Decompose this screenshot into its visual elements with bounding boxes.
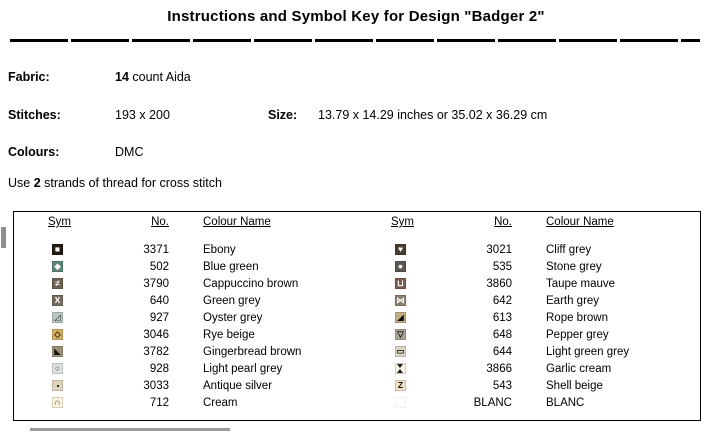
colour-name: Oyster grey — [203, 311, 263, 324]
hourglass-shape — [397, 364, 404, 373]
colour-name: Antique silver — [203, 379, 273, 392]
lower-left-triangle-icon: ◣ — [52, 346, 63, 357]
fabric-count: 14 — [115, 70, 129, 84]
thread-number: 613 — [492, 311, 512, 324]
colour-name: Shell beige — [546, 379, 603, 392]
size-value: 13.79 x 14.29 inches or 35.02 x 36.29 cm — [318, 108, 548, 122]
thread-number: 642 — [492, 294, 512, 307]
white-diamond-icon: ◆ — [52, 261, 63, 272]
thread-number: 502 — [149, 260, 169, 273]
dot-icon — [52, 380, 63, 391]
key-table-right-half — [357, 212, 700, 420]
thread-number: 927 — [149, 311, 169, 324]
key-row — [14, 292, 357, 309]
key-row — [14, 394, 357, 411]
title-divider — [10, 39, 700, 42]
colour-name: Earth grey — [546, 294, 600, 307]
colour-name: Light green grey — [546, 345, 630, 358]
colour-name: Pepper grey — [546, 328, 609, 341]
colours-line — [8, 144, 704, 160]
colour-name: BLANC — [546, 396, 585, 409]
thread-number: 3790 — [143, 277, 169, 290]
thread-number: 640 — [149, 294, 169, 307]
colour-name-header: Colour Name — [546, 216, 614, 228]
hourglass-icon — [395, 363, 406, 374]
thread-number: 543 — [492, 379, 512, 392]
stitches-line — [8, 107, 704, 123]
down-triangle-outline-icon: ▽ — [395, 329, 406, 340]
key-row — [14, 343, 357, 360]
no-header: No. — [151, 216, 169, 228]
size-label: Size: — [268, 108, 298, 122]
key-row — [14, 241, 357, 258]
colour-name: Cream — [203, 396, 238, 409]
z-icon: Z — [395, 380, 406, 391]
key-row — [14, 275, 357, 292]
white-filled-square-icon: ■ — [52, 244, 63, 255]
key-row — [14, 258, 357, 275]
colours-value: DMC — [115, 145, 144, 159]
colour-name: Rope brown — [546, 311, 609, 324]
left-edge-scroll-artifact — [1, 227, 6, 248]
bowtie-icon: ⋈ — [396, 295, 405, 306]
strands-instruction — [8, 176, 222, 190]
key-row — [357, 275, 700, 292]
stitches-label: Stitches: — [8, 108, 61, 122]
colour-name: Garlic cream — [546, 362, 612, 375]
thread-number: 3860 — [486, 277, 512, 290]
key-row — [14, 377, 357, 394]
key-row — [357, 394, 700, 411]
colours-label: Colours: — [8, 145, 60, 159]
colour-name: Cappuccino brown — [203, 277, 299, 290]
strands-suffix: strands of thread for cross stitch — [40, 176, 222, 190]
lower-right-triangle-icon: ◢ — [395, 312, 406, 323]
thread-number: 3046 — [143, 328, 169, 341]
strands-prefix: Use — [8, 176, 34, 190]
sym-header: Sym — [391, 216, 414, 228]
key-row — [357, 258, 700, 275]
arch-icon: ∩ — [52, 397, 63, 408]
key-row — [357, 343, 700, 360]
thread-number: 928 — [149, 362, 169, 375]
no-header: No. — [494, 216, 512, 228]
thread-number: 3866 — [486, 362, 512, 375]
colour-name: Blue green — [203, 260, 259, 273]
colour-name: Taupe mauve — [546, 277, 616, 290]
colour-name: Green grey — [203, 294, 261, 307]
circle-outline-icon: ○ — [52, 363, 63, 374]
page-title: Instructions and Symbol Key for Design "Badger 2" — [167, 8, 545, 25]
diamond-outline-icon: ◇ — [52, 329, 63, 340]
thread-number: BLANC — [473, 396, 512, 409]
colour-name-header: Colour Name — [203, 216, 271, 228]
x-icon: X — [52, 295, 63, 306]
key-row — [357, 241, 700, 258]
thread-number: 648 — [492, 328, 512, 341]
white-heart-icon: ♥ — [395, 244, 406, 255]
thread-number: 3371 — [143, 243, 169, 256]
key-row — [14, 309, 357, 326]
key-row — [357, 309, 700, 326]
thread-number: 712 — [149, 396, 169, 409]
colour-name: Light pearl grey — [203, 362, 283, 375]
thread-number: 3021 — [486, 243, 512, 256]
colour-name: Cliff grey — [546, 243, 592, 256]
colour-name: Stone grey — [546, 260, 602, 273]
not-equal-icon: ≠ — [52, 278, 63, 289]
key-table-header — [357, 215, 700, 229]
thread-number: 3033 — [143, 379, 169, 392]
key-row — [14, 360, 357, 377]
square-cup-icon: ⊔ — [395, 278, 406, 289]
key-table-header — [14, 215, 357, 229]
white-filled-circle-icon: ● — [395, 261, 406, 272]
thread-number: 535 — [492, 260, 512, 273]
dot-shape — [57, 385, 59, 387]
colour-name: Ebony — [203, 243, 236, 256]
sym-header: Sym — [48, 216, 71, 228]
colour-name: Gingerbread brown — [203, 345, 302, 358]
key-row — [357, 360, 700, 377]
fabric-label: Fabric: — [8, 70, 50, 84]
thread-number: 644 — [492, 345, 512, 358]
key-row — [357, 326, 700, 343]
fabric-value — [115, 69, 191, 85]
fabric-line — [8, 69, 704, 85]
rectangle-outline-icon: ▭ — [396, 346, 405, 357]
fabric-rest: count Aida — [128, 70, 191, 84]
key-row — [14, 326, 357, 343]
key-row — [357, 292, 700, 309]
strands-count: 2 — [33, 176, 41, 190]
thread-number: 3782 — [143, 345, 169, 358]
key-table-left-half — [14, 212, 357, 420]
bottom-left-line-artifact — [30, 428, 230, 431]
blank-square-icon — [395, 397, 406, 408]
lower-right-triangle-outline-icon: ◿ — [52, 312, 63, 323]
symbol-key-table — [13, 211, 701, 421]
stitches-value: 193 x 200 — [115, 108, 170, 122]
key-row — [357, 377, 700, 394]
colour-name: Rye beige — [203, 328, 255, 341]
